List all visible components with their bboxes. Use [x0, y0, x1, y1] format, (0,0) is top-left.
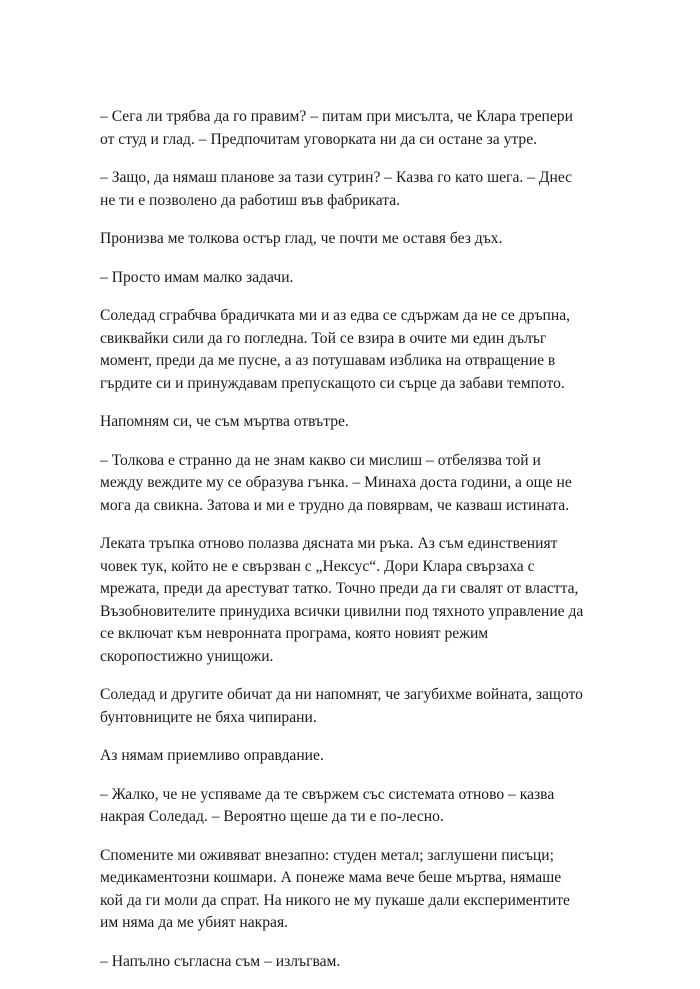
text-line: мрежата, преди да арестуват татко. Точно преди да ги свалят от властта, — [100, 580, 579, 597]
text-line: Спомените ми оживяват внезапно: студен метал; заглушени писъци; — [100, 846, 554, 864]
paragraph — [100, 533, 600, 668]
text-line: гърдите си и принуждавам препускащото си сърце да забави темпото. — [100, 374, 565, 392]
paragraph — [100, 684, 600, 729]
text-line: – Жалко, че не успяваме да те свържем със системата отново – казва — [100, 785, 555, 803]
text-line: скоропостижно унищожи. — [100, 647, 274, 665]
paragraph — [100, 267, 600, 290]
text-line: – Напълно съгласна съм – излъгвам. — [100, 952, 341, 970]
paragraph — [100, 228, 600, 251]
text-line: не ти е позволено да работиш във фабриката. — [100, 191, 401, 209]
paragraph — [100, 411, 600, 434]
text-line: между веждите му се образува гънка. – Минаха доста години, а още не — [100, 474, 572, 491]
text-line: от студ и глад. – Предпочитам уговорката ни да си остане за утре. — [100, 130, 538, 148]
text-line: свиквайки сили да го погледна. Той се взира в очите ми един дълъг — [100, 329, 547, 347]
text-line: човек тук, който не е свързван с „Нексус“. Дори Клара свързаха с — [100, 557, 535, 575]
paragraph — [100, 784, 600, 829]
text-line: момент, преди да ме пусне, а аз потушавам изблика на отвращение в — [100, 352, 556, 369]
paragraph — [100, 745, 600, 768]
text-line: Възобновителите принудиха всички цивилни под тяхното управление да — [100, 602, 584, 620]
text-line: Пронизва ме толкова остър глад, че почти ме оставя без дъх. — [100, 230, 503, 247]
text-line: Соледад сграбчва брадичката ми и аз едва се сдържам да не се дръпна, — [100, 307, 571, 324]
paragraph — [100, 167, 600, 212]
paragraph — [100, 305, 600, 395]
text-line: медикаментозни кошмари. А понеже мама вече беше мъртва, нямаше — [100, 869, 562, 886]
text-line: Аз нямам приемливо оправдание. — [100, 747, 324, 764]
text-line: накрая Соледад. – Вероятно щеше да ти е по-лесно. — [100, 808, 444, 825]
text-line: бунтовниците не бяха чипирани. — [100, 708, 317, 726]
text-line: мога да свикна. Затова и ми е трудно да повярвам, че казваш истината. — [100, 496, 570, 514]
text-line: Напомням си, че съм мъртва отвътре. — [100, 413, 349, 430]
body-text — [100, 106, 600, 989]
text-line: – Защо, да нямаш планове за тази сутрин? – Казва го като шега. – Днес — [100, 169, 573, 186]
text-line: – Просто имам малко задачи. — [100, 268, 294, 286]
text-line: се включат към невронната програма, която новият режим — [100, 625, 489, 642]
text-line: – Сега ли трябва да го правим? – питам при мисълта, че Клара трепери — [100, 108, 573, 125]
text-line: кой да ги моли да спрат. На никого не му пукаше дали експериментите — [100, 891, 570, 909]
paragraph — [100, 450, 600, 518]
text-line: Леката тръпка отново полазва дясната ми ръка. Аз съм единственият — [100, 535, 558, 552]
paragraph — [100, 106, 600, 151]
text-line: – Толкова е странно да не знам какво си мислиш – отбелязва той и — [100, 451, 541, 469]
paragraph — [100, 951, 600, 974]
paragraph — [100, 845, 600, 935]
text-line: им няма да ме убият накрая. — [100, 914, 289, 931]
text-line: Соледад и другите обичат да ни напомнят, че загубихме войната, защото — [100, 686, 583, 703]
